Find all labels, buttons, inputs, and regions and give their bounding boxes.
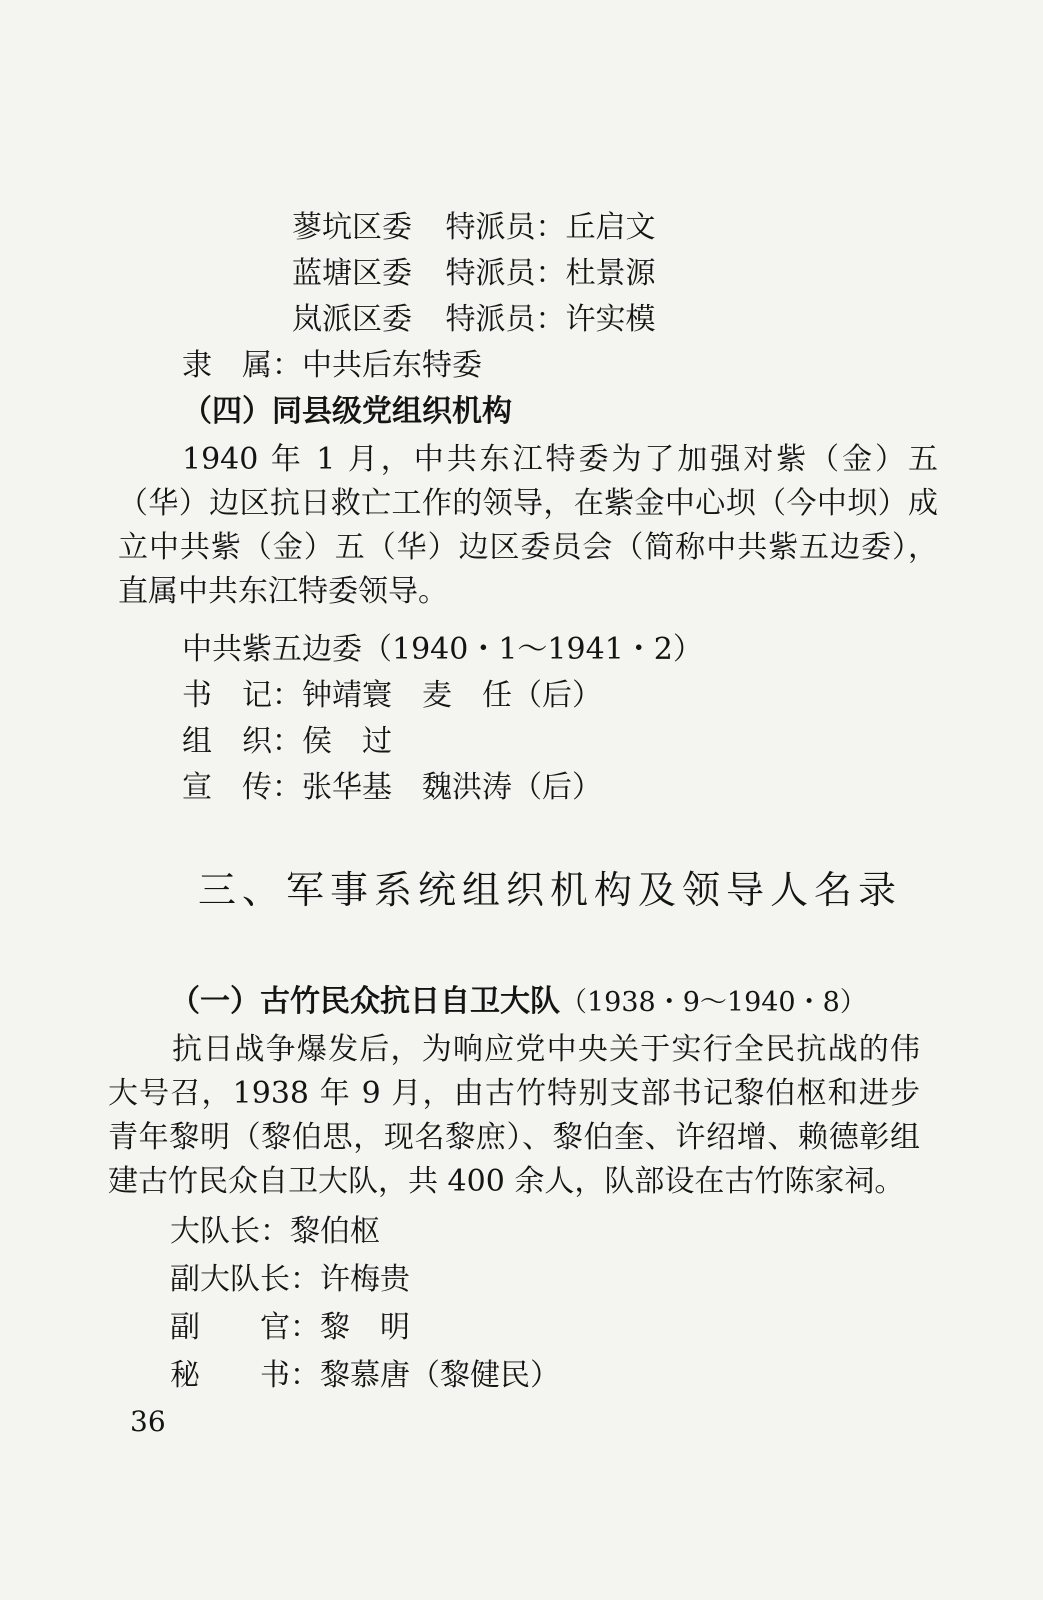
section-heading: （四）同县级党组织机构 <box>182 394 512 429</box>
committee-role: 特派员：丘启文 <box>445 210 656 245</box>
member-line: 副大队长：许梅贵 <box>170 1262 410 1297</box>
org-name-line: 中共紫五边委（1940・1～1941・2） <box>182 632 703 667</box>
committee-role: 特派员：杜景源 <box>445 256 656 291</box>
page-number: 36 <box>130 1405 166 1438</box>
committee-row <box>292 208 656 248</box>
committee-name: 蓝塘区委 <box>292 256 412 291</box>
section-paragraph: 抗日战争爆发后，为响应党中央关于实行全民抗战的伟大号召，1938 年 9 月，由古竹特别支部书记黎伯枢和进步青年黎明（黎伯思，现名黎庶）、黎伯奎、许绍增、赖德彰组建古竹民众自卫大队，共 400 余人，队部设在古竹陈家祠。 <box>108 1032 920 1199</box>
committee-row <box>292 300 656 340</box>
member-line: 秘 书：黎慕唐（黎健民） <box>170 1358 560 1393</box>
section-paragraph: 1940 年 1 月，中共东江特委为了加强对紫（金）五（华）边区抗日救亡工作的领导，在紫金中心坝（今中坝）成立中共紫（金）五（华）边区委员会（简称中共紫五边委），直属中共东江特委领导。 <box>118 442 938 609</box>
member-line: 大队长：黎伯枢 <box>170 1214 380 1249</box>
section-heading: （一）古竹民众抗日自卫大队 <box>170 984 560 1019</box>
committee-role: 特派员：许实模 <box>445 302 656 337</box>
member-line: 宣 传：张华基 魏洪涛（后） <box>182 770 602 805</box>
chapter-heading: 三、军事系统组织机构及领导人名录 <box>198 868 903 912</box>
member-line: 组 织：侯 过 <box>182 724 392 759</box>
member-line: 副 官：黎 明 <box>170 1310 410 1345</box>
committee-name: 岚派区委 <box>292 302 412 337</box>
section-heading-row <box>170 982 867 1023</box>
committee-name: 蓼坑区委 <box>292 210 412 245</box>
member-line: 书 记：钟靖寰 麦 任（后） <box>182 678 602 713</box>
affiliation-line: 隶 属：中共后东特委 <box>182 348 482 383</box>
committee-row <box>292 254 656 294</box>
section-dates: （1938・9～1940・8） <box>560 987 867 1018</box>
